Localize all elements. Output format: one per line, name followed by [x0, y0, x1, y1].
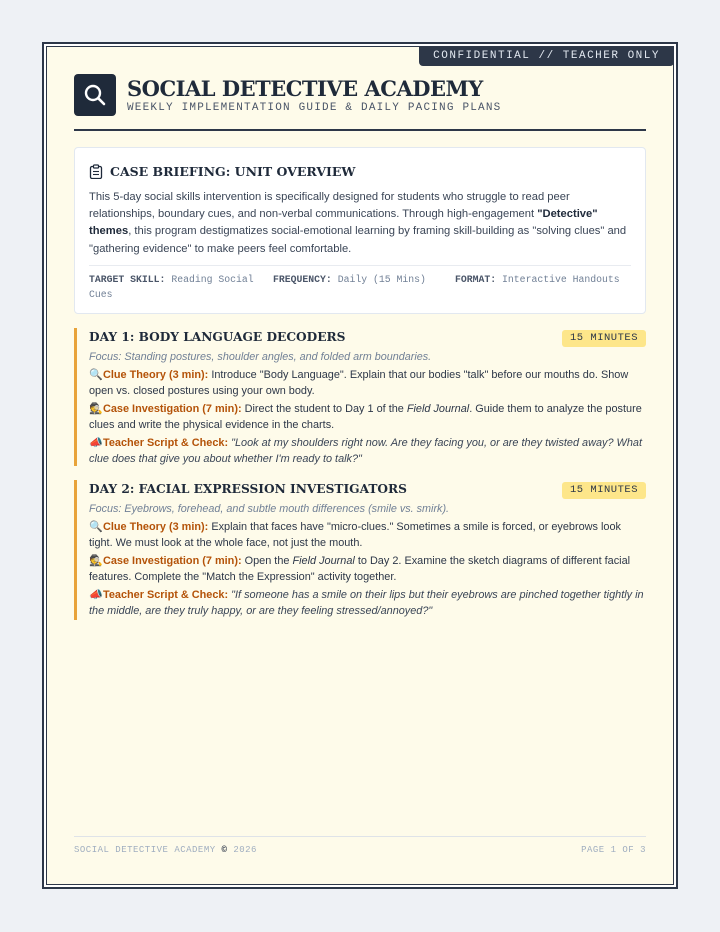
day-focus: Focus: Eyebrows, forehead, and subtle mouth differences (smile vs. smirk). [89, 503, 450, 515]
script-quote: "If someone has a smile on their lips but their eyebrows are pinched together tightly in the middle, are they truly happy, or are they feeling stressed/annoyed?" [89, 589, 644, 617]
confidential-banner: CONFIDENTIAL // TEACHER ONLY [419, 46, 674, 66]
footer-brand-text: SOCIAL DETECTIVE ACADEMY [74, 845, 216, 855]
header-divider [74, 129, 646, 131]
briefing-divider [89, 265, 631, 266]
day-2-section [74, 480, 646, 620]
logo [74, 74, 116, 116]
meta-format [455, 272, 631, 302]
duration-badge: 15 MINUTES [562, 330, 646, 347]
magnifier-emoji-icon: 🔍 [89, 369, 103, 381]
step-label: Case Investigation (7 min): [103, 555, 242, 568]
meta-value: Daily (15 Mins) [337, 273, 426, 285]
page-title: SOCIAL DETECTIVE ACADEMY [127, 76, 483, 101]
copyright-symbol: © [221, 845, 228, 855]
briefing-header [89, 162, 631, 180]
meta-frequency [273, 272, 455, 302]
meta-target-skill [89, 272, 273, 302]
briefing-body [89, 189, 631, 258]
meta-value: Reading Social Cues [89, 273, 254, 300]
case-investigation-step [89, 554, 646, 585]
meta-label: FREQUENCY: [273, 273, 332, 285]
step-text: . Guide them to analyze the posture clues and write the physical evidence in the charts. [89, 403, 642, 431]
step-text: Open the [241, 555, 293, 568]
megaphone-emoji-icon: 📣 [89, 589, 103, 602]
footer-divider [74, 836, 646, 837]
day-title: DAY 2: FACIAL EXPRESSION INVESTIGATORS [89, 482, 407, 496]
magnifying-glass-icon [83, 83, 107, 107]
teacher-script-step [89, 588, 646, 619]
step-text: Explain that faces have "micro-clues." Sometimes a smile is forced, or eyebrows look tight. We must look at the whole face, not just the mouth. [89, 521, 621, 549]
megaphone-emoji-icon: 📣 [89, 437, 103, 450]
page-subtitle: WEEKLY IMPLEMENTATION GUIDE & DAILY PACING PLANS [127, 102, 502, 114]
detective-emoji-icon: 🕵 [89, 555, 103, 568]
case-briefing-card [74, 147, 646, 314]
meta-label: TARGET SKILL: [89, 273, 166, 285]
step-label: Case Investigation (7 min): [103, 403, 242, 416]
field-journal-ref: Field Journal [292, 555, 355, 568]
footer-brand [74, 845, 257, 855]
day-title: DAY 1: BODY LANGUAGE DECODERS [89, 330, 346, 344]
briefing-text-1: This 5-day social skills intervention is specifically designed for students who struggle to read peer relationships, boundary cues, and non-verbal communications. Through high-engagement [89, 191, 570, 221]
teacher-script-step [89, 436, 646, 467]
day-1-section [74, 328, 646, 466]
detective-emoji-icon: 🕵 [89, 403, 103, 416]
footer-year: 2026 [233, 845, 257, 855]
page-header [74, 74, 646, 132]
meta-label: FORMAT: [455, 273, 497, 285]
step-label: Clue Theory (3 min): [103, 521, 209, 533]
script-quote: "Look at my shoulders right now. Are they facing you, or are they twisted away? What clue does that give you about whether I'm ready to talk?" [89, 437, 642, 465]
day-focus: Focus: Standing postures, shoulder angles, and folded arm boundaries. [89, 351, 432, 363]
case-investigation-step [89, 402, 646, 433]
clue-theory-step [89, 520, 646, 551]
briefing-text-bold: "Detective" themes [89, 208, 598, 238]
day-header [89, 480, 646, 500]
step-text: Introduce "Body Language". Explain that our bodies "talk" before our mouths do. Show open vs. closed postures using your own body. [89, 369, 629, 397]
duration-badge: 15 MINUTES [562, 482, 646, 499]
step-label: Teacher Script & Check: [103, 589, 229, 602]
briefing-meta [89, 272, 631, 302]
day-header [89, 328, 646, 348]
step-label: Teacher Script & Check: [103, 437, 229, 450]
briefing-text-2: , this program destigmatizes social-emotional learning by framing skill-building as "solving clues" and "gathering evidence" to make peers feel comfortable. [89, 225, 627, 255]
step-label: Clue Theory (3 min): [103, 369, 209, 381]
meta-value: Interactive Handouts [502, 273, 620, 285]
briefing-title: CASE BRIEFING: UNIT OVERVIEW [110, 163, 356, 179]
step-text: Direct the student to Day 1 of the [241, 403, 407, 416]
clipboard-icon [89, 164, 103, 179]
step-text: to Day 2. Examine the sketch diagrams of different facial features. Complete the "Match the Expression" activity together. [89, 555, 631, 583]
clue-theory-step [89, 368, 646, 399]
page-number: PAGE 1 OF 3 [581, 845, 646, 855]
magnifier-emoji-icon: 🔍 [89, 521, 103, 533]
field-journal-ref: Field Journal [406, 403, 470, 416]
